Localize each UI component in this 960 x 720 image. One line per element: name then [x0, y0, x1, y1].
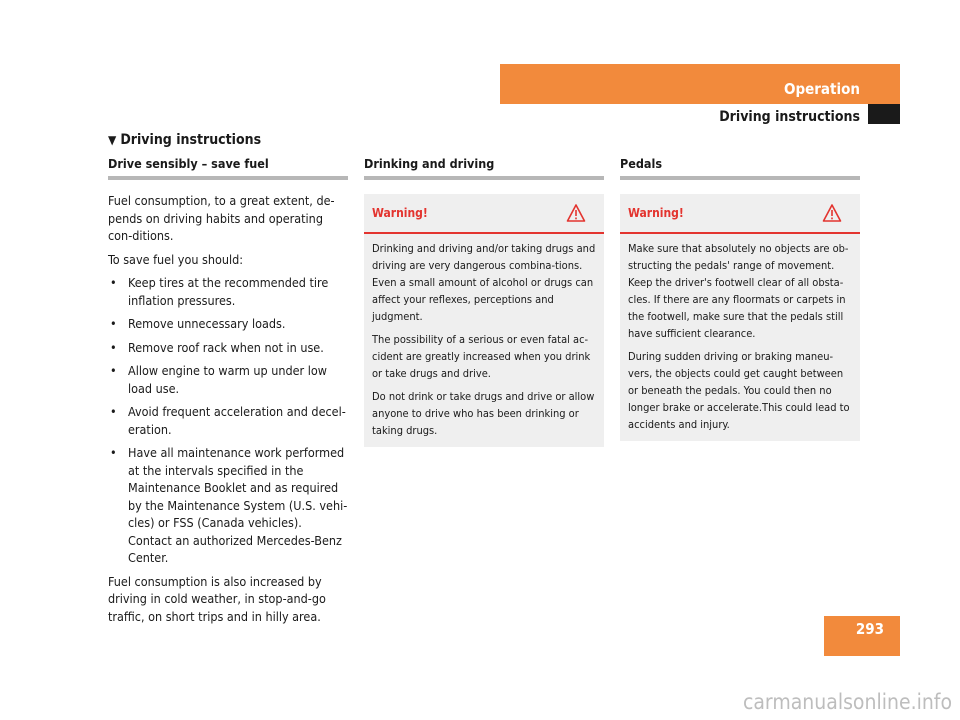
warning-header [620, 194, 860, 234]
column-save-fuel [108, 156, 348, 631]
list-item: • Remove unnecessary loads. [108, 315, 348, 333]
column-pedals [620, 156, 860, 441]
main-heading [108, 131, 261, 149]
warning-title: Warning! [372, 206, 428, 220]
save-fuel-heading: Drive sensibly – save fuel [108, 156, 348, 180]
save-fuel-intro: Fuel consumption, to a great extent, de-pends on driving habits and operating con-ditions. [108, 193, 335, 243]
drinking-driving-heading: Drinking and driving [364, 156, 604, 180]
warning-paragraph: Drinking and driving and/or taking drugs and driving are very dangerous combina-tions. Even a small amount of alcohol or drugs can affect your reflexes, perceptions and judgment. [372, 242, 596, 323]
warning-body [620, 234, 860, 441]
save-fuel-outro: Fuel consumption is also increased by driving in cold weather, in stop-and-go traffic, on short trips and in hilly area. [108, 573, 326, 624]
main-heading-text: Driving instructions [120, 132, 262, 148]
list-item: • Remove roof rack when not in use. [108, 339, 348, 357]
save-fuel-lead: To save fuel you should: [108, 251, 244, 267]
list-item: • Avoid frequent acceleration and decel-eration. [108, 403, 348, 438]
warning-paragraph: The possibility of a serious or even fatal ac-cident are greatly increased when you drink or take drugs and drive. [372, 333, 591, 380]
warning-header [364, 194, 604, 234]
page-number: 293 [855, 620, 884, 638]
warning-paragraph: Make sure that absolutely no objects are ob-structing the pedals' range of movement. Keep the driver's footwell clear of all obsta-cles. If there are any floormats or carpets in the footwell, make sure that the pedals still have sufficient clearance. [628, 242, 849, 340]
warning-box [364, 194, 604, 447]
list-item: • Allow engine to warm up under low load use. [108, 362, 348, 397]
triangle-down-icon: ▼ [108, 133, 117, 147]
warning-body [364, 234, 604, 447]
warning-triangle-icon [822, 203, 842, 227]
warning-box [620, 194, 860, 441]
save-fuel-body [108, 192, 348, 625]
header-marker-block [868, 104, 900, 124]
subsection-title: Driving instructions [719, 109, 860, 125]
save-fuel-bullet-list [108, 274, 348, 567]
warning-title: Warning! [628, 206, 684, 220]
list-item: • Keep tires at the recommended tire inflation pressures. [108, 274, 348, 309]
column-drinking-driving [364, 156, 604, 447]
warning-triangle-icon [566, 203, 586, 227]
watermark: carmanualsonline.info [742, 690, 952, 714]
list-item: • Have all maintenance work performed at the intervals specified in the Maintenance Booklet and as required by the Maintenance System (U.S. vehi-cles) or FSS (Canada vehicles). Contact an authorized Mercedes-Benz Center. [108, 444, 348, 567]
warning-paragraph: During sudden driving or braking maneu-vers, the objects could get caught between or beneath the pedals. You could then no longer brake or accelerate.This could lead to accidents and injury. [628, 350, 850, 431]
pedals-heading: Pedals [620, 156, 860, 180]
warning-paragraph: Do not drink or take drugs and drive or allow anyone to drive who has been drinking or taking drugs. [372, 390, 595, 437]
section-title: Operation [783, 80, 860, 98]
